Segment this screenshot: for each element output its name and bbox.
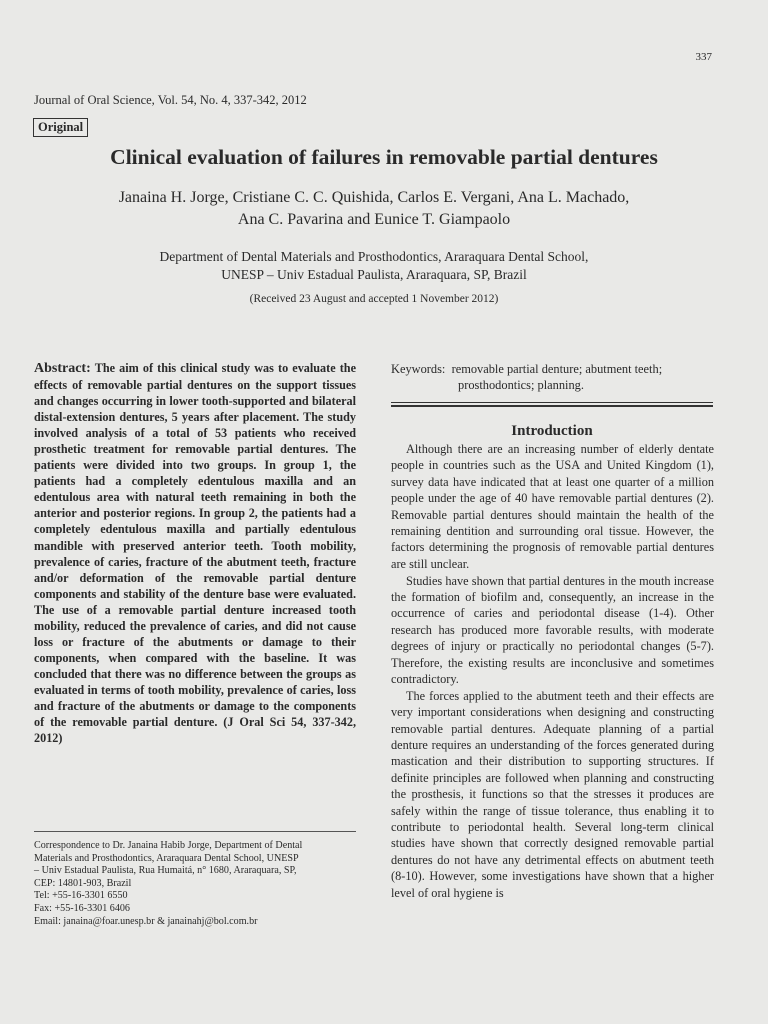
correspondence bbox=[34, 840, 364, 928]
introduction-body bbox=[391, 441, 714, 901]
abstract-text: The aim of this clinical study was to evaluate the effects of removable partial dentures on the support tissues and changes occurring in lower tooth-supported and bilateral distal-extension dentures, 5 years after placement. The study involved analysis of a total of 53 patients who received prosthetic treatment for removable partial dentures. The patients were divided into two groups. In group 1, the patients had a completely edentulous maxilla and an edentulous area with natural teeth remaining in both the anterior and posterior regions. In group 2, the patients had a completely edentulous maxilla and partially edentulous mandible with preserved anterior teeth. Tooth mobility, prevalence of caries, fracture of the abutment teeth, fracture and/or deformation of the removable partial denture components and stability of the denture base were evaluated. The use of a removable partial denture increased tooth mobility, reduced the prevalence of caries, and did not cause loss or fracture of the abutments or damage to their components, when compared with the baseline. It was concluded that there was no difference between the groups as evaluated in terms of tooth mobility, prevalence of caries, loss and fracture of the abutments or damage to the components of the removable partial denture. (J Oral Sci 54, 337-342, 2012) bbox=[34, 361, 356, 746]
keywords-line: prosthodontics; planning. bbox=[458, 378, 584, 392]
correspondence-line: Materials and Prosthodontics, Araraquara Dental School, UNESP bbox=[34, 852, 299, 864]
correspondence-tel: Tel: +55-16-3301 6550 bbox=[34, 890, 128, 902]
journal-citation: Journal of Oral Science, Vol. 54, No. 4, 337-342, 2012 bbox=[34, 93, 307, 107]
correspondence-line: – Univ Estadual Paulista, Rua Humaitá, n° 1680, Araraquara, SP, bbox=[34, 865, 297, 877]
correspondence-email: Email: janaina@foar.unesp.br & janainahj@bol.com.br bbox=[34, 915, 258, 927]
paragraph: The forces applied to the abutment teeth and their effects are very important considerations when designing and constructing removable partial dentures. Adequate planning of a partial denture requires an understanding of the forces generated during mastication and their distribution to supporting structures. If definite principles are followed when planning and constructing the prosthesis, it functions so that the stresses it produces are safely within the range of tissue tolerance, thus enabling it to contribute to periodontal health. Several long-term clinical studies have shown that correctly designed removable partial dentures do not have any detrimental effects on abutment teeth (8-10). However, some investigations have shown that a higher level of oral hygiene is bbox=[391, 688, 714, 900]
correspondence-line: CEP: 14801-903, Brazil bbox=[34, 877, 132, 889]
article-type-badge: Original bbox=[33, 118, 88, 137]
authors-line: Ana C. Pavarina and Eunice T. Giampaolo bbox=[237, 211, 511, 228]
keywords-line: removable partial denture; abutment teeth; bbox=[451, 362, 663, 376]
affiliation-line: UNESP – Univ Estadual Paulista, Araraquara, SP, Brazil bbox=[221, 267, 527, 282]
abstract bbox=[34, 360, 356, 746]
keywords-label: Keywords: bbox=[391, 362, 446, 376]
article-title: Clinical evaluation of failures in removable partial dentures bbox=[110, 145, 658, 169]
authors-line: Janaina H. Jorge, Cristiane C. C. Quishida, Carlos E. Vergani, Ana L. Machado, bbox=[118, 189, 630, 206]
correspondence-fax: Fax: +55-16-3301 6406 bbox=[34, 902, 130, 914]
paragraph: Although there are an increasing number of elderly dentate people in countries such as the USA and United Kingdom (1), survey data have indicated that at least one quarter of a million people under the age of 40 have removable partial dentures (2). Removable partial dentures should maintain the health of the remaining dentition and surrounding oral tissue. However, the factors determining the prognosis of removable partial dentures are still unclear. bbox=[391, 442, 714, 571]
footnote-divider bbox=[34, 831, 356, 832]
correspondence-line: Correspondence to Dr. Janaina Habib Jorge, Department of Dental bbox=[34, 840, 303, 851]
paragraph: Studies have shown that partial dentures in the mouth increase the formation of biofilm and, consequently, an increase in the occurrence of caries and periodontal disease (1-4). Other research has produced more favorable results, with moderate degrees of injury or practically no periodontal changes (5-7). Therefore, the existing results are inconclusive and sometimes contradictory. bbox=[391, 573, 714, 686]
page-number: 337 bbox=[695, 51, 712, 63]
authors bbox=[0, 187, 748, 231]
introduction-heading: Introduction bbox=[511, 423, 593, 439]
affiliation-line: Department of Dental Materials and Prosthodontics, Araraquara Dental School, bbox=[159, 249, 589, 264]
keywords bbox=[391, 361, 721, 393]
received-date: (Received 23 August and accepted 1 November 2012) bbox=[249, 293, 499, 305]
section-divider bbox=[391, 402, 713, 403]
affiliation bbox=[0, 248, 748, 284]
abstract-label: Abstract: bbox=[34, 361, 91, 376]
section-divider bbox=[391, 405, 713, 407]
